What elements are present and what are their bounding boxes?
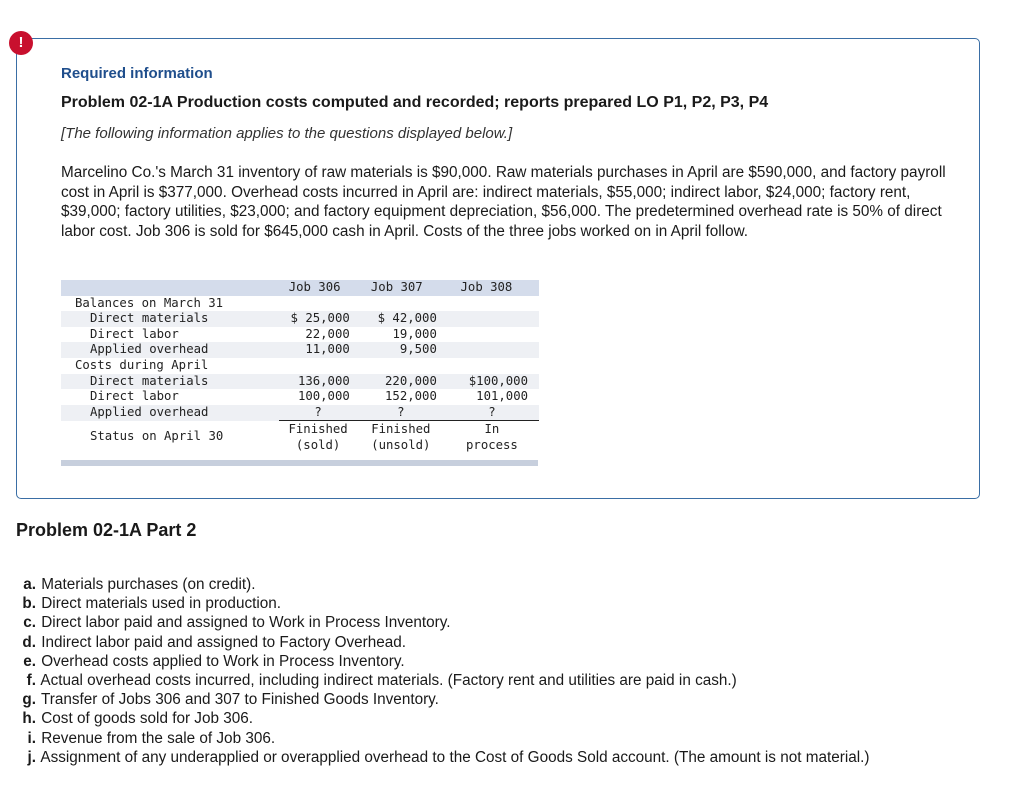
item-text: Overhead costs applied to Work in Process Inventory.: [41, 652, 405, 670]
list-item: [14, 652, 869, 671]
status-job-307: Finished (unsold): [371, 422, 431, 453]
cell-value: 136,000: [279, 374, 356, 390]
item-letter: d.: [22, 633, 36, 651]
item-text: Direct materials used in production.: [41, 595, 282, 613]
list-item: [14, 729, 869, 748]
cell-value: 9,500: [357, 342, 445, 358]
cell-value: $100,000: [445, 374, 539, 390]
item-text: Revenue from the sale of Job 306.: [41, 729, 276, 747]
row-label: Direct materials: [61, 311, 279, 327]
problem-description: Marcelino Co.'s March 31 inventory of raw materials is $90,000. Raw materials purchases in April are $590,000, and factory payroll cost in April is $377,000. Overhead costs incurred in April are: indirect materials, $55,000; indirect labor, $24,000; factory rent, $39,000; factory utilities, $23,000; and factory equipment depreciation, $56,000. The predetermined overhead rate is 50% of direct labor cost. Job 306 is sold for $645,000 cash in April. Costs of the three jobs worked on in April follow.: [61, 164, 946, 240]
task-list: [14, 575, 869, 767]
item-letter: j.: [27, 748, 36, 766]
item-text: Direct labor paid and assigned to Work in Process Inventory.: [41, 614, 451, 632]
item-letter: a.: [23, 576, 36, 593]
cell-value: ?: [357, 405, 445, 421]
table-row: [61, 311, 539, 327]
table-footer-bar: [61, 460, 538, 466]
row-label: Direct labor: [90, 389, 179, 404]
table-row: [61, 296, 539, 312]
list-item: [14, 633, 869, 652]
cell-value: 11,000: [279, 342, 356, 358]
item-text: Actual overhead costs incurred, including indirect materials. (Factory rent and utilities are paid in cash.): [40, 671, 737, 689]
cell-value: 22,000: [305, 326, 350, 341]
cell-value: [445, 311, 539, 327]
item-text: Indirect labor paid and assigned to Factory Overhead.: [41, 633, 407, 651]
list-item: [14, 709, 869, 728]
item-text: Transfer of Jobs 306 and 307 to Finished Goods Inventory.: [40, 691, 439, 709]
cell-value: [445, 342, 539, 358]
required-information-heading: Required information: [61, 65, 213, 82]
item-letter: e.: [23, 652, 36, 670]
item-letter: c.: [23, 614, 36, 632]
cell-value: $ 42,000: [357, 311, 445, 327]
list-item: [14, 671, 869, 690]
alert-icon: !: [9, 31, 33, 55]
table-row: [61, 389, 539, 405]
table-row: [61, 374, 539, 390]
list-item: [14, 748, 869, 767]
cell-value: 152,000: [385, 389, 437, 404]
table-row: [61, 405, 539, 421]
balances-section-label: Balances on March 31: [75, 295, 224, 310]
item-letter: i.: [27, 729, 36, 747]
list-item: [14, 613, 869, 632]
row-label: Applied overhead: [61, 405, 279, 421]
item-text: Cost of goods sold for Job 306.: [41, 710, 253, 728]
problem-title: Problem 02-1A Production costs computed and recorded; reports prepared LO P1, P2, P3, P4: [61, 94, 769, 111]
item-text: Materials purchases (on credit).: [41, 576, 256, 593]
cell-value: $ 25,000: [279, 311, 356, 327]
list-item: [14, 690, 869, 709]
item-letter: h.: [22, 710, 36, 728]
list-item: [14, 594, 869, 613]
header-job-308: Job 308: [445, 280, 539, 296]
row-label: Direct materials: [61, 374, 279, 390]
table-row: [61, 358, 539, 374]
job-cost-table: [61, 280, 539, 453]
item-text: Assignment of any underapplied or overapplied overhead to the Cost of Goods Sold account. (The amount is not material.): [40, 748, 870, 766]
table-row: [61, 342, 539, 358]
table-row: [61, 421, 539, 454]
header-job-306: Job 306: [279, 280, 356, 296]
cell-value: 101,000: [476, 389, 528, 404]
item-letter: f.: [26, 671, 36, 689]
row-label: Applied overhead: [61, 342, 279, 358]
status-job-306: Finished (sold): [288, 422, 348, 453]
part-title: Problem 02-1A Part 2: [16, 520, 197, 540]
list-item: [14, 575, 869, 594]
applies-note: [The following information applies to the questions displayed below.]: [61, 125, 513, 142]
item-letter: b.: [22, 595, 36, 613]
cell-value: [445, 327, 539, 343]
cell-value: 19,000: [392, 326, 437, 341]
table-row: [61, 327, 539, 343]
status-label: Status on April 30: [90, 429, 224, 444]
table-header-row: [61, 280, 539, 296]
cell-value: 100,000: [297, 389, 350, 404]
cell-value: 220,000: [357, 374, 445, 390]
cell-value: ?: [445, 405, 539, 421]
cell-value: ?: [279, 405, 356, 421]
row-label: Direct labor: [90, 326, 179, 341]
item-letter: g.: [22, 691, 36, 709]
status-job-308: In process: [466, 422, 518, 453]
header-job-307: Job 307: [357, 280, 445, 296]
april-section-label: Costs during April: [75, 357, 209, 372]
